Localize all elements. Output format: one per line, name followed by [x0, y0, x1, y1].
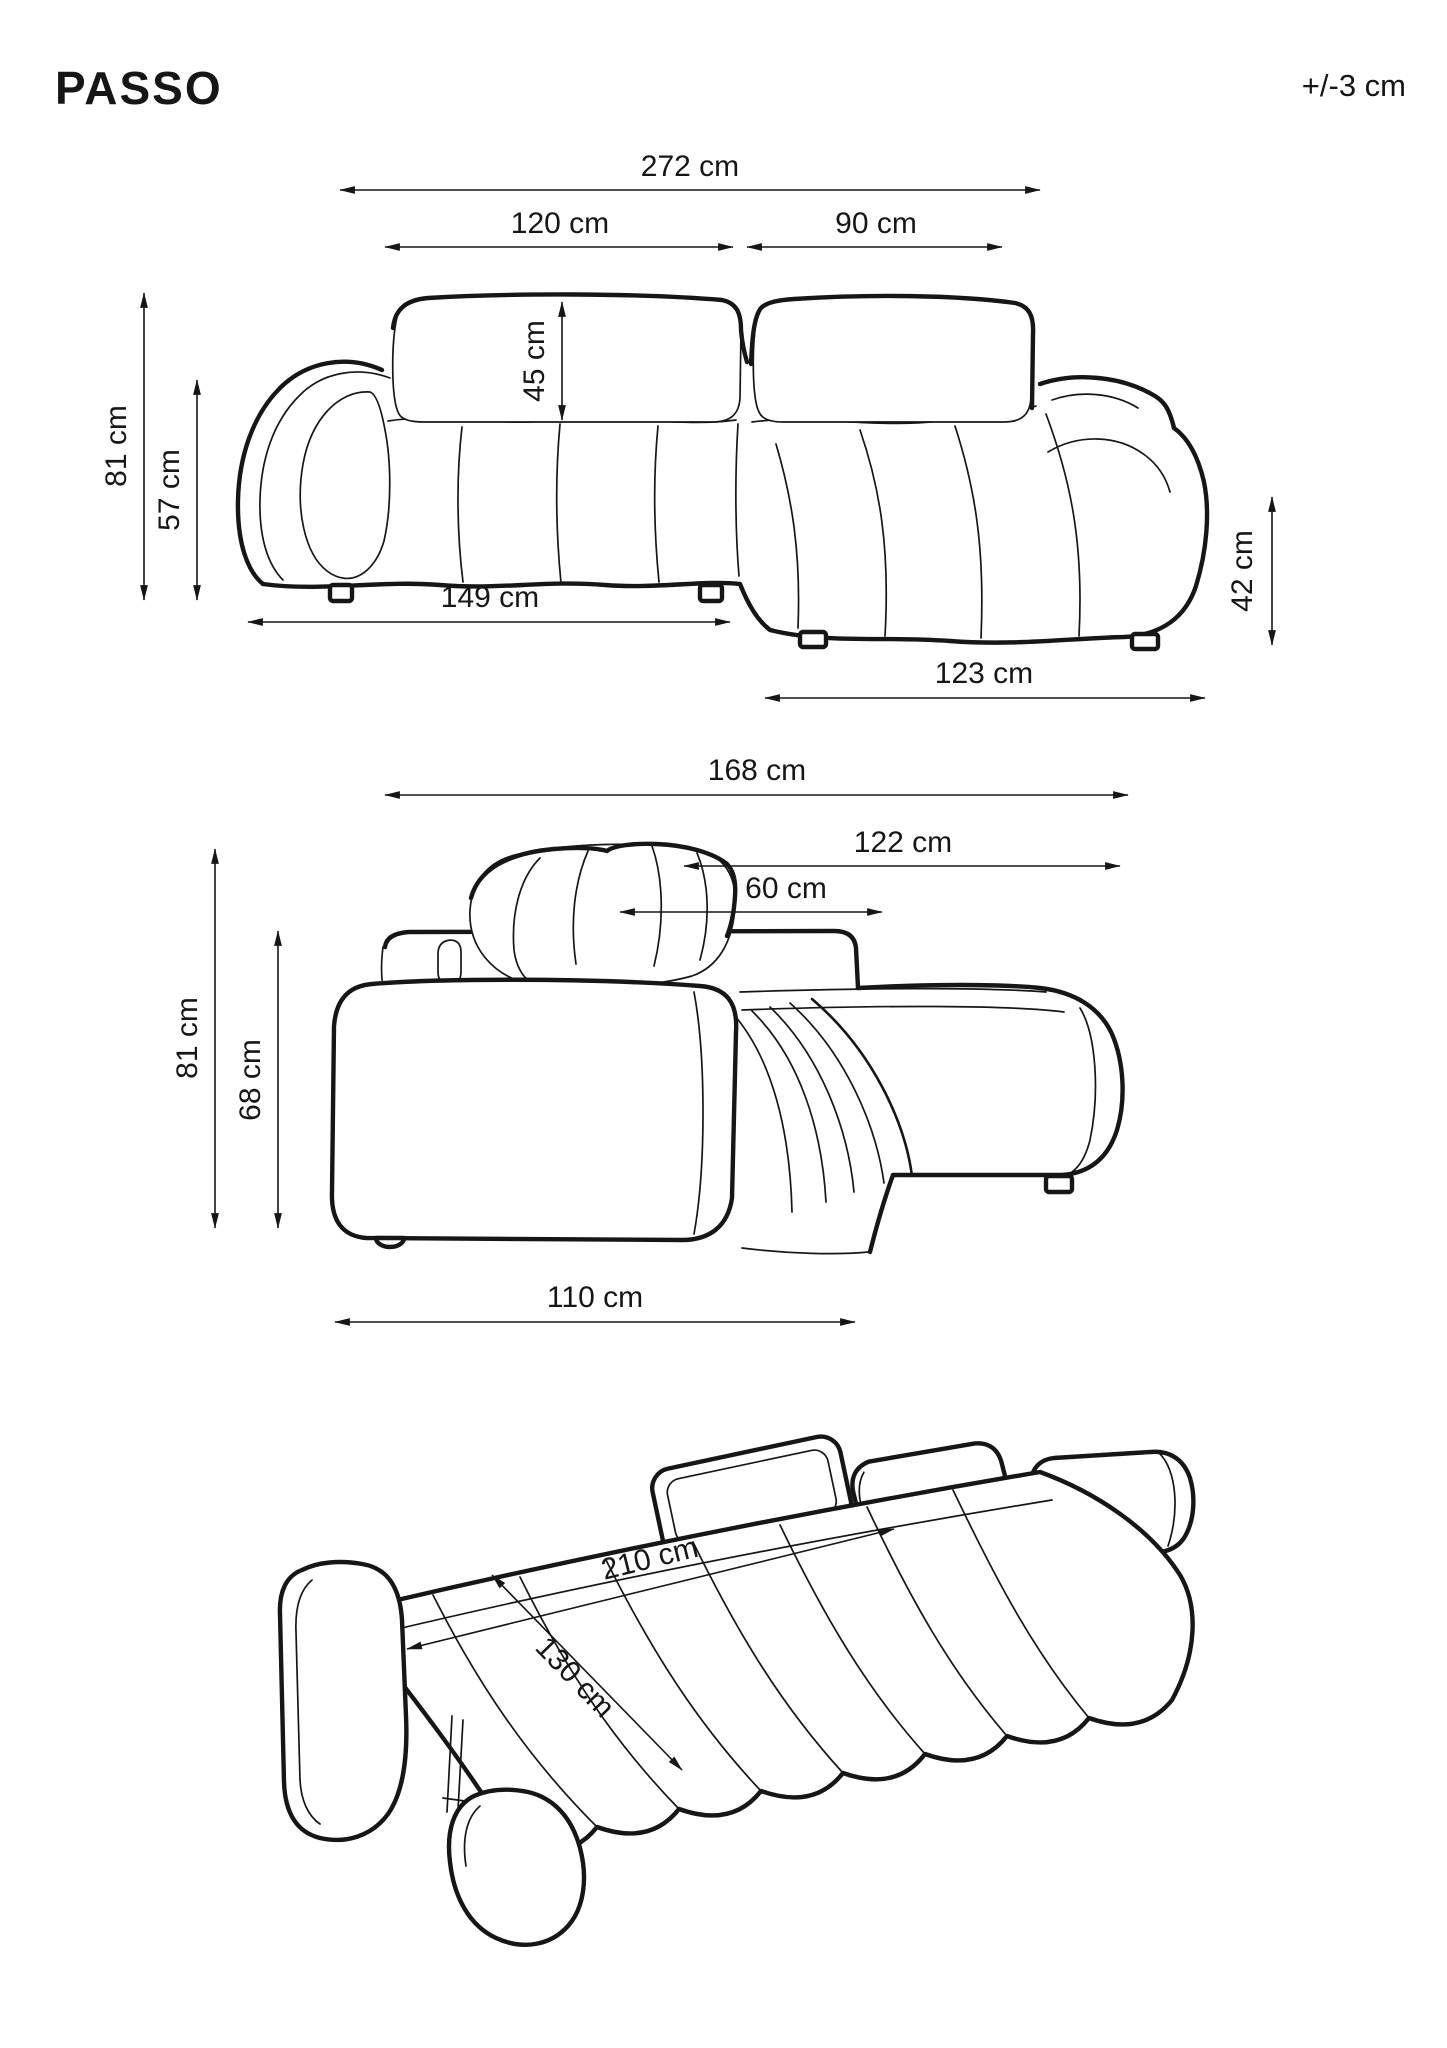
dim-seat-depth-label: 60 cm: [745, 872, 827, 905]
dim-body-height: [153, 380, 197, 600]
product-title: PASSO: [55, 62, 223, 114]
front-module-seam: [736, 424, 739, 576]
front-chaise-foot-2: [1132, 634, 1158, 649]
side-seat-bottom: [742, 1248, 868, 1254]
side-chaise-foot: [1046, 1176, 1072, 1192]
front-chaise-channel-4: [1046, 414, 1080, 636]
dim-total-height: [100, 293, 144, 600]
front-left-armrest-inner: [260, 372, 390, 580]
dim-right-section-label: 90 cm: [835, 207, 917, 240]
front-chaise-channel-1: [776, 444, 799, 628]
dim-chaise-seat-height: [1226, 497, 1272, 645]
dim-armrest-height: [234, 931, 278, 1228]
side-chaise-cap-inner: [1072, 1008, 1095, 1172]
side-foot-bump: [376, 1238, 404, 1247]
dim-chaise-depth-label: 122 cm: [853, 826, 953, 859]
side-chaise-rail-2: [742, 1006, 1064, 1012]
front-seat-channel-1: [458, 427, 463, 582]
side-back-panel-endcap: [438, 940, 461, 984]
dim-armrest-height-label: 68 cm: [234, 1039, 267, 1121]
dim-chaise-depth: [684, 826, 1120, 866]
side-seat-curve-1: [735, 1016, 792, 1212]
side-chaise-rail-1: [740, 989, 1046, 992]
front-view-dimensions: [100, 150, 1272, 698]
front-chaise-outline: [740, 428, 1207, 643]
dim-chaise-length-label: 123 cm: [934, 657, 1034, 690]
dim-total-depth: [385, 754, 1128, 795]
dim-base-width-label: 149 cm: [440, 581, 540, 614]
dim-chaise-seat-height-label: 42 cm: [1226, 530, 1259, 612]
dim-sleeping-length-label: 210 cm: [597, 1530, 702, 1587]
front-left-armrest-outline: [238, 362, 382, 584]
side-seat-curve-3: [770, 1007, 854, 1192]
tolerance-note: +/-3 cm: [1301, 68, 1406, 103]
dim-sleeping-width-label: 130 cm: [528, 1630, 621, 1725]
dim-left-section: [385, 207, 733, 247]
front-chaise-channel-2: [860, 430, 886, 636]
front-back-cushion-left: [393, 294, 741, 422]
dim-module-width-label: 110 cm: [546, 1281, 644, 1314]
side-armrest-outline: [332, 980, 736, 1240]
dim-total-width-label: 272 cm: [640, 150, 740, 183]
front-chaise-channel-3: [955, 426, 982, 638]
dim-chaise-length: [765, 657, 1205, 698]
dim-module-width: [335, 1281, 855, 1322]
dim-total-width: [340, 150, 1040, 190]
side-view-drawing: [332, 844, 1123, 1254]
front-seat-channel-3: [655, 426, 659, 582]
dim-back-cushion-height-label: 45 cm: [518, 320, 551, 402]
bed-view-drawing: [280, 1433, 1193, 1945]
dim-side-total-height: [171, 849, 215, 1228]
front-foot-2: [700, 585, 722, 601]
bed-front-pillow: [449, 1790, 584, 1945]
front-seat-channel-2: [557, 424, 561, 583]
dim-body-height-label: 57 cm: [153, 449, 186, 531]
front-left-armrest-cushion-face: [300, 392, 389, 579]
dim-side-total-height-label: 81 cm: [171, 997, 204, 1079]
dim-left-section-label: 120 cm: [510, 207, 610, 240]
front-chaise-foot-1: [800, 632, 826, 647]
front-right-armrest-outline: [1040, 377, 1174, 428]
front-foot-1: [330, 585, 352, 601]
side-seat-curve-5: [812, 999, 912, 1176]
dim-right-section: [747, 207, 1002, 247]
dim-total-height-label: 81 cm: [100, 405, 133, 487]
dim-total-depth-label: 168 cm: [707, 754, 807, 787]
front-back-cushion-right: [753, 297, 1033, 422]
front-view-drawing: [238, 294, 1207, 649]
